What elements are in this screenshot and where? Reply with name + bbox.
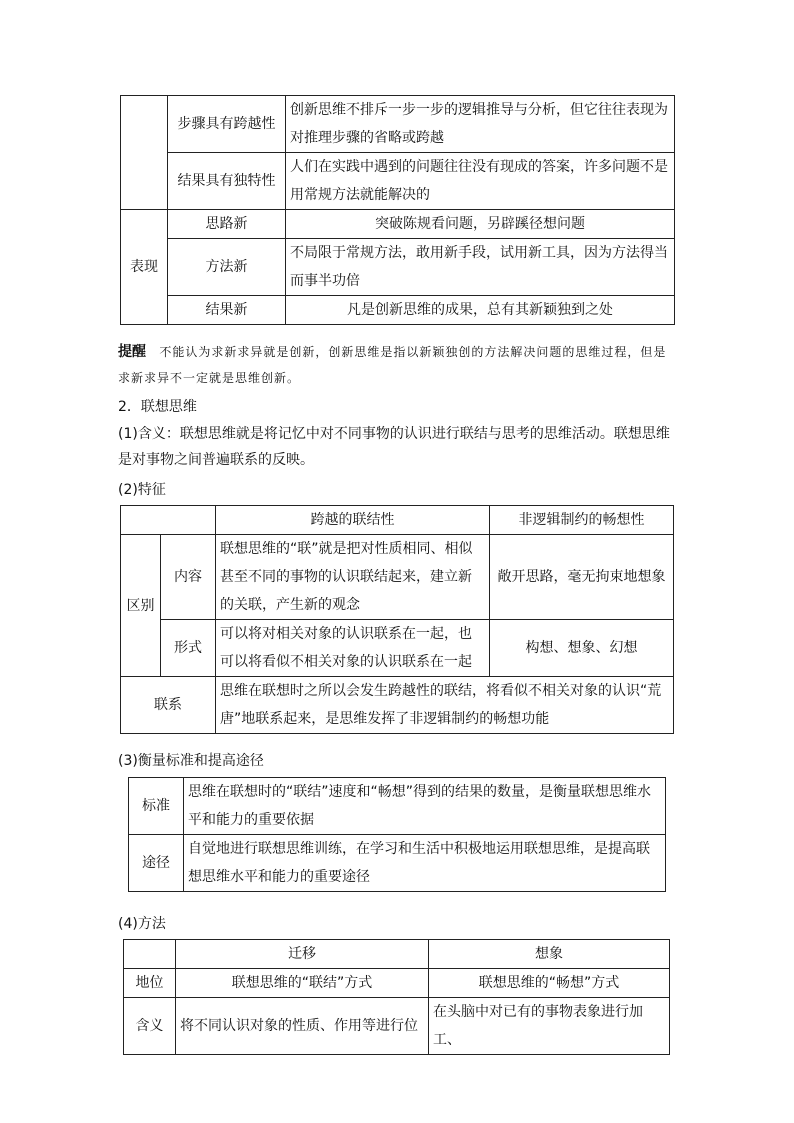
methods-heading: (4)方法 bbox=[118, 916, 166, 932]
methods-table bbox=[123, 939, 670, 1055]
row-description: 人们在实践中遇到的问题往往没有现成的答案，许多问题不是用常规方法就能解决的 bbox=[286, 153, 675, 210]
tip-text: 不能认为求新求异就是创新，创新思维是指以新颖独创的方法解决问题的思维过程，但是求新求异不一定就是思维创新。 bbox=[118, 345, 667, 385]
row-label: 方法新 bbox=[168, 239, 286, 296]
row-description: 不局限于常规方法，敢用新手段，试用新工具，因为方法得当而事半功倍 bbox=[286, 239, 675, 296]
cell-content: 联想思维的“畅想”方式 bbox=[429, 969, 670, 998]
row-description: 凡是创新思维的成果，总有其新颖独到之处 bbox=[286, 296, 675, 325]
tip-paragraph bbox=[118, 339, 678, 391]
cell-content: 构想、想象、幻想 bbox=[490, 620, 674, 677]
row-text: 自觉地进行联想思维训练，在学习和生活中积极地运用联想思维，是提高联想思维水平和能力的重要途径 bbox=[184, 835, 666, 892]
column-header: 想象 bbox=[429, 940, 670, 969]
row-label: 步骤具有跨越性 bbox=[168, 96, 286, 153]
header-empty-cell bbox=[121, 506, 216, 535]
column-header: 迁移 bbox=[176, 940, 429, 969]
tip-label: 提醒 bbox=[118, 344, 146, 360]
section-heading: 2．联想思维 bbox=[118, 399, 197, 415]
cell-content: 联想思维的“联结”方式 bbox=[176, 969, 429, 998]
header-empty-cell bbox=[124, 940, 176, 969]
row-label: 形式 bbox=[161, 620, 216, 677]
row-label: 内容 bbox=[161, 535, 216, 620]
meaning-paragraph: (1)含义：联想思维就是将记忆中对不同事物的认识进行联结与思考的思维活动。联想思维是对事物之间普遍联系的反映。 bbox=[118, 426, 670, 468]
link-text: 思维在联想时之所以会发生跨越性的联结，将看似不相关对象的认识“荒唐”地联系起来，是思维发挥了非逻辑制约的畅想功能 bbox=[216, 677, 674, 734]
cell-content: 在头脑中对已有的事物表象进行加工、 bbox=[429, 998, 670, 1055]
cell-content: 敞开思路，毫无拘束地想象 bbox=[490, 535, 674, 620]
difference-label: 区别 bbox=[121, 535, 161, 677]
column-header: 非逻辑制约的畅想性 bbox=[490, 506, 674, 535]
standards-table bbox=[128, 777, 666, 892]
cell-content: 可以将对相关对象的认识联系在一起，也可以将看似不相关对象的认识联系在一起 bbox=[216, 620, 490, 677]
row-description: 创新思维不排斥一步一步的逻辑推导与分析，但它往往表现为对推理步骤的省略或跨越 bbox=[286, 96, 675, 153]
row-label: 思路新 bbox=[168, 210, 286, 239]
row-label: 结果新 bbox=[168, 296, 286, 325]
group-cell-features bbox=[121, 96, 168, 210]
features-heading: (2)特征 bbox=[118, 482, 166, 498]
features-table bbox=[120, 505, 674, 734]
row-description: 突破陈规看问题，另辟蹊径想问题 bbox=[286, 210, 675, 239]
row-label: 地位 bbox=[124, 969, 176, 998]
row-label: 含义 bbox=[124, 998, 176, 1055]
row-label: 标准 bbox=[129, 778, 184, 835]
cell-content: 将不同认识对象的性质、作用等进行位 bbox=[176, 998, 429, 1055]
link-label: 联系 bbox=[121, 677, 216, 734]
group-label-performance: 表现 bbox=[121, 210, 168, 325]
row-label: 途径 bbox=[129, 835, 184, 892]
cell-content: 联想思维的“联”就是把对性质相同、相似甚至不同的事物的认识联结起来，建立新的关联，产生新的观念 bbox=[216, 535, 490, 620]
row-label: 结果具有独特性 bbox=[168, 153, 286, 210]
column-header: 跨越的联结性 bbox=[216, 506, 490, 535]
innovation-table bbox=[120, 95, 675, 325]
row-text: 思维在联想时的“联结”速度和“畅想”得到的结果的数量，是衡量联想思维水平和能力的重要依据 bbox=[184, 778, 666, 835]
standards-heading: (3)衡量标准和提高途径 bbox=[118, 753, 264, 769]
